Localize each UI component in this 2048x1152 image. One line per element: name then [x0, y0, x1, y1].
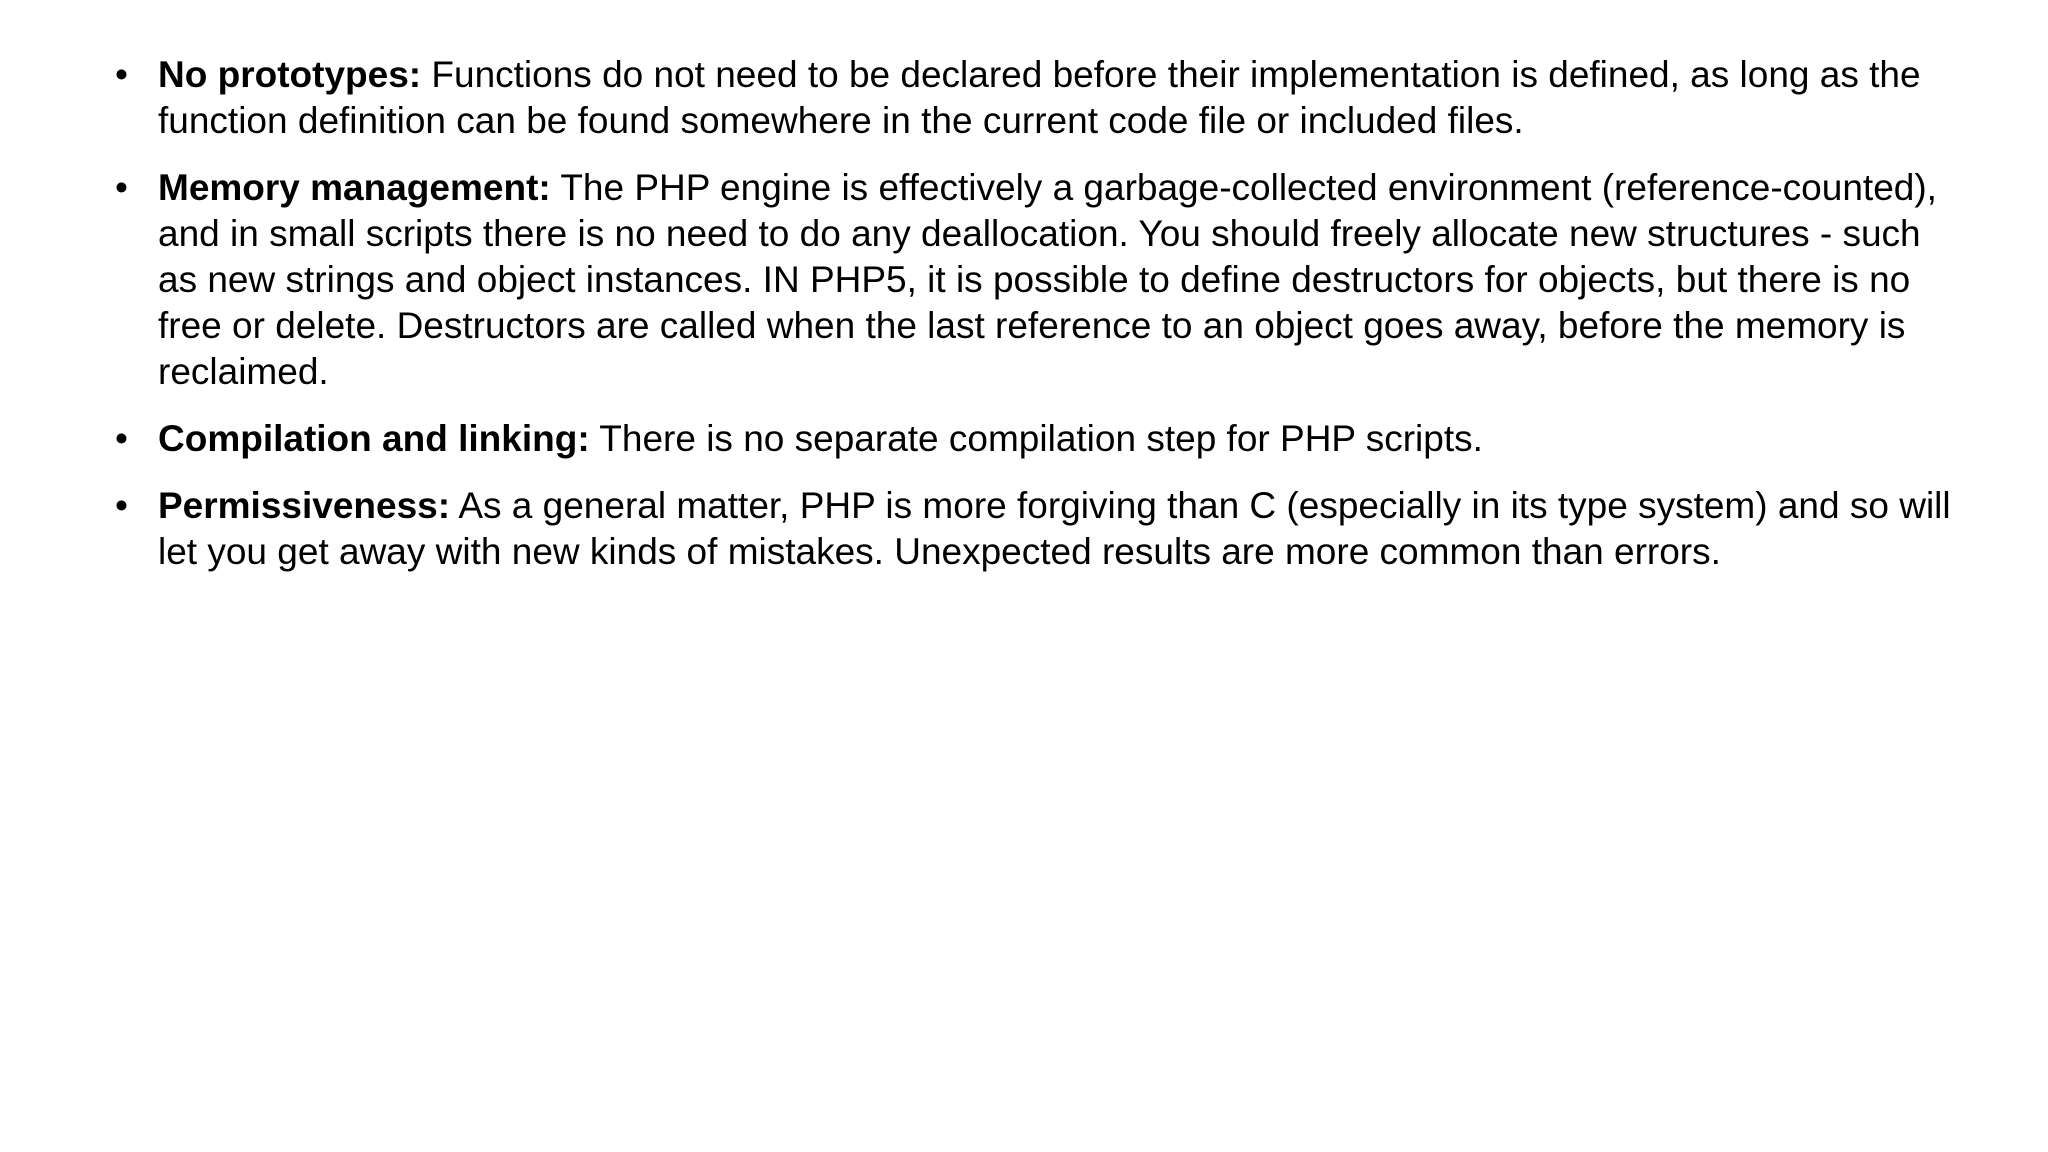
bullet-term: Permissiveness: — [158, 485, 451, 526]
bullet-term: No prototypes: — [158, 54, 422, 95]
bullet-term: Memory management: — [158, 167, 551, 208]
bullet-item-no-prototypes — [115, 52, 1965, 144]
bullet-term: Compilation and linking: — [158, 418, 590, 459]
bullet-text: The PHP engine is effectively a garbage-collected environment (reference-counted), and in small scripts there is no need to do any deallocation. You should freely allocate new structures - such as new strings and object instances. IN PHP5, it is possible to define destructors for objects, but there is no free or delete. Destructors are called when the last reference to an object goes away, before the memory is reclaimed. — [158, 167, 1937, 392]
bullet-text: Functions do not need to be declared before their implementation is defined, as long as the function definition can be found somewhere in the current code file or included files. — [158, 54, 1921, 141]
bullet-list — [115, 52, 1965, 596]
bullet-text: As a general matter, PHP is more forgiving than C (especially in its type system) and so will let you get away with new kinds of mistakes. Unexpected results are more common than errors. — [158, 485, 1951, 572]
bullet-icon: • — [115, 485, 128, 526]
bullet-text: There is no separate compilation step for PHP scripts. — [589, 418, 1483, 459]
bullet-item-permissiveness — [115, 483, 1965, 575]
bullet-icon: • — [115, 418, 128, 459]
bullet-item-compilation-linking — [115, 416, 1965, 462]
bullet-icon: • — [115, 167, 128, 208]
bullet-item-memory-management — [115, 165, 1965, 395]
bullet-icon: • — [115, 54, 128, 95]
